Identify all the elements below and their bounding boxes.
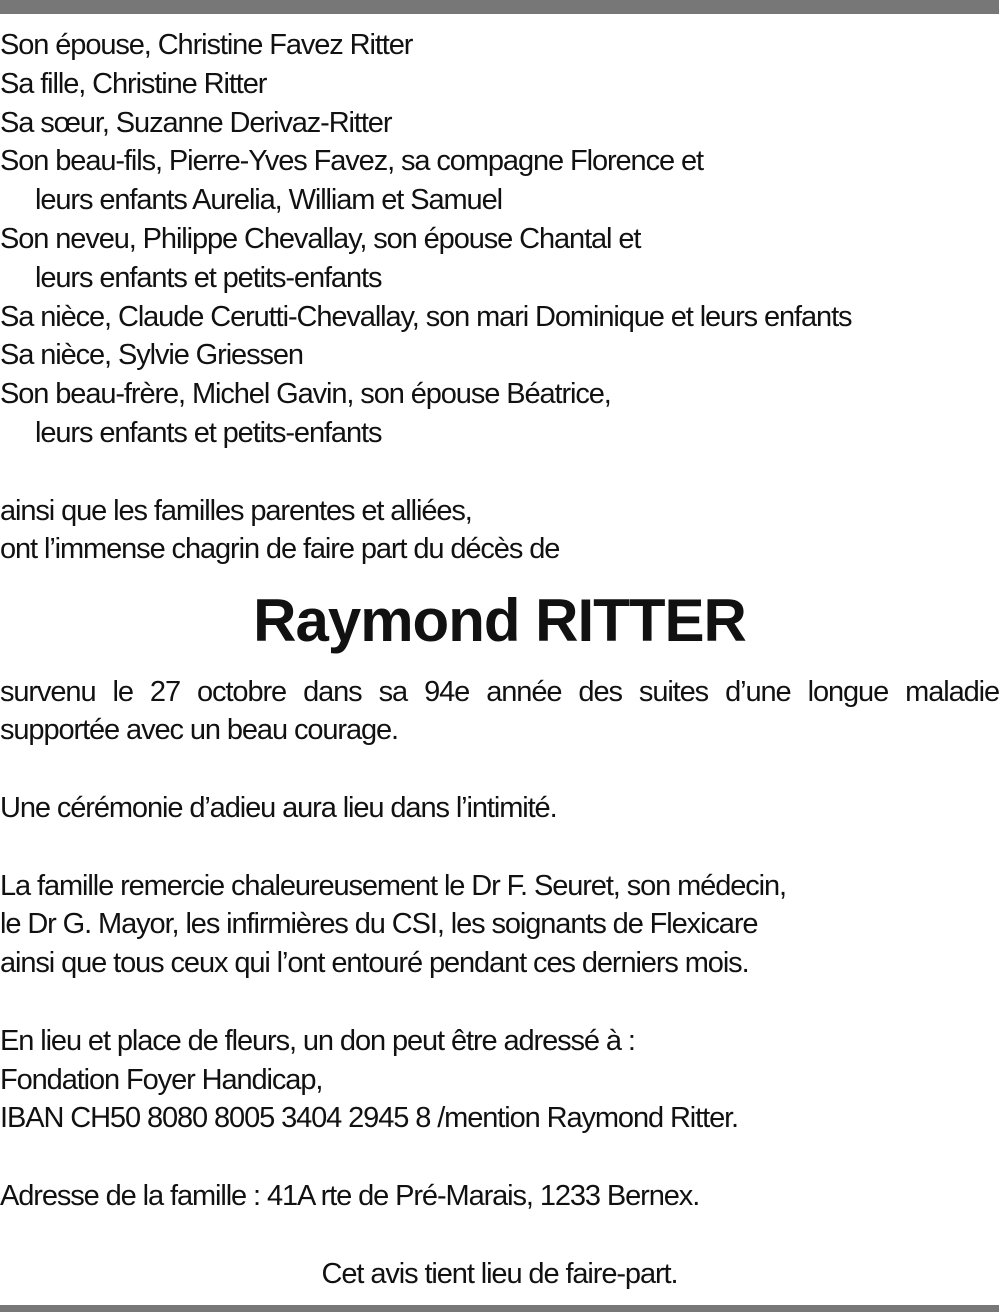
obituary-notice bbox=[0, 26, 999, 1293]
top-rule bbox=[0, 0, 999, 14]
family-line: leurs enfants Aurelia, William et Samuel bbox=[35, 184, 502, 217]
family-line: Son épouse, Christine Favez Ritter bbox=[0, 29, 413, 61]
family-line: Sa nièce, Sylvie Griessen bbox=[0, 339, 303, 372]
intro-line: ont l’immense chagrin de faire part du décès de bbox=[0, 533, 560, 566]
family-line: leurs enfants et petits-enfants bbox=[35, 416, 382, 449]
donation-line: IBAN CH50 8080 8005 3404 2945 8 /mention Raymond Ritter. bbox=[0, 1102, 739, 1135]
family-line: Sa sœur, Suzanne Derivaz-Ritter bbox=[0, 106, 392, 139]
family-line: Sa nièce, Claude Cerutti-Chevallay, son mari Dominique et leurs enfants bbox=[0, 300, 852, 333]
family-address: Adresse de la famille : 41A rte de Pré-Marais, 1233 Bernex. bbox=[0, 1179, 700, 1212]
thanks-line: le Dr G. Mayor, les infirmières du CSI, les soignants de Flexicare bbox=[0, 908, 758, 941]
donation-line: Fondation Foyer Handicap, bbox=[0, 1063, 323, 1096]
family-line: Sa fille, Christine Ritter bbox=[0, 67, 267, 100]
death-line: survenu le 27 octobre dans sa 94e année des suites d’une longue maladie bbox=[0, 675, 999, 708]
thanks-line: La famille remercie chaleureusement le Dr F. Seuret, son médecin, bbox=[0, 869, 786, 902]
family-line: leurs enfants et petits-enfants bbox=[35, 261, 382, 294]
thanks-line: ainsi que tous ceux qui l’ont entouré pendant ces derniers mois. bbox=[0, 947, 749, 980]
intro-line: ainsi que les familles parentes et alliées, bbox=[0, 494, 472, 527]
family-line: Son beau-frère, Michel Gavin, son épouse Béatrice, bbox=[0, 378, 611, 411]
family-line: Son beau-fils, Pierre-Yves Favez, sa compagne Florence et bbox=[0, 145, 703, 178]
donation-line: En lieu et place de fleurs, un don peut être adressé à : bbox=[0, 1024, 635, 1057]
bottom-rule bbox=[0, 1305, 999, 1312]
closing-text: Cet avis tient lieu de faire-part. bbox=[321, 1257, 678, 1290]
ceremony-text: Une cérémonie d’adieu aura lieu dans l’intimité. bbox=[0, 791, 557, 824]
family-line: Son neveu, Philippe Chevallay, son épouse Chantal et bbox=[0, 222, 641, 255]
deceased-name: Raymond RITTER bbox=[253, 587, 746, 655]
death-line: supportée avec un beau courage. bbox=[0, 714, 398, 747]
